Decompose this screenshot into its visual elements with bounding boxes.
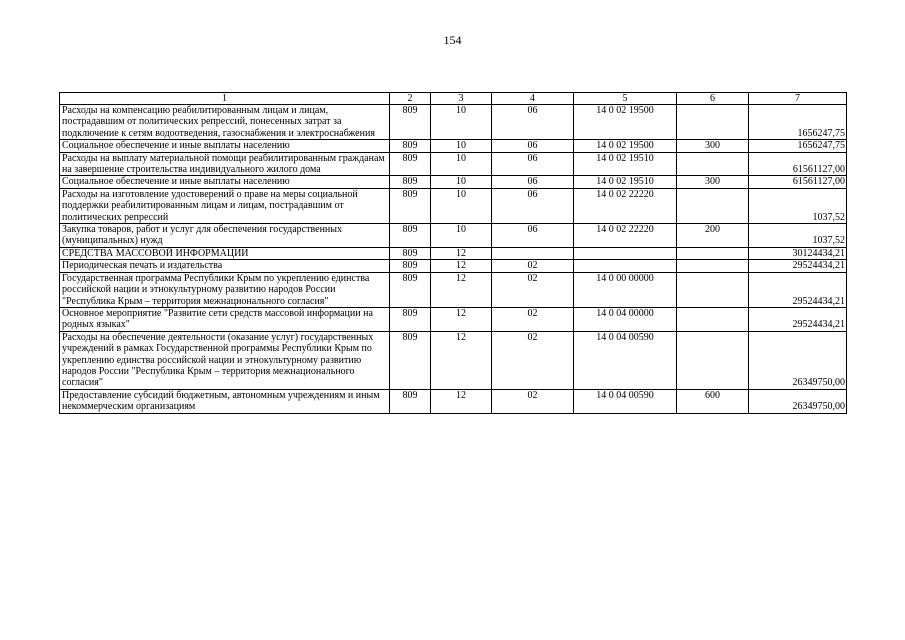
expense-type-code <box>677 152 749 176</box>
table-row <box>60 389 847 413</box>
subsection-code: 06 <box>492 224 574 248</box>
section-code: 12 <box>431 260 492 272</box>
target-article-code: 14 0 00 00000 <box>574 272 677 307</box>
subsection-code: 06 <box>492 152 574 176</box>
table-body <box>60 93 847 414</box>
expense-type-code <box>677 105 749 140</box>
section-code: 10 <box>431 224 492 248</box>
subsection-code <box>492 247 574 259</box>
item-name: Расходы на выплату материальной помощи реабилитированным гражданам на завершение строительства индивидуального жилого дома <box>60 152 390 176</box>
table-row <box>60 260 847 272</box>
item-name: Основное мероприятие "Развитие сети средств массовой информации на родных языках" <box>60 307 390 331</box>
ministry-code: 809 <box>390 105 431 140</box>
section-code: 12 <box>431 272 492 307</box>
table-row <box>60 188 847 223</box>
amount: 1037,52 <box>749 188 847 223</box>
header-cell-3: 3 <box>431 93 492 105</box>
expense-type-code <box>677 260 749 272</box>
item-name: Расходы на обеспечение деятельности (оказание услуг) государственных учреждений в рамках Государственной программы Республики Крым по укреплению единства российской нации и этнокультурному развитию народов России "Республика Крым – территория межнационального согласия" <box>60 331 390 389</box>
amount: 61561127,00 <box>749 176 847 188</box>
table-row <box>60 331 847 389</box>
subsection-code: 06 <box>492 140 574 152</box>
header-cell-1: 1 <box>60 93 390 105</box>
item-name: Расходы на компенсацию реабилитированным лицам и лицам, пострадавшим от политических репрессий, понесенных затрат за подключение к сетям водоотведения, газоснабжения и электроснабжения <box>60 105 390 140</box>
subsection-code: 02 <box>492 389 574 413</box>
header-cell-2: 2 <box>390 93 431 105</box>
table-row <box>60 224 847 248</box>
amount: 26349750,00 <box>749 331 847 389</box>
subsection-code: 02 <box>492 331 574 389</box>
section-code: 10 <box>431 140 492 152</box>
section-code: 12 <box>431 307 492 331</box>
amount: 1656247,75 <box>749 140 847 152</box>
expense-type-code <box>677 272 749 307</box>
amount: 1037,52 <box>749 224 847 248</box>
section-code: 10 <box>431 152 492 176</box>
subsection-code: 06 <box>492 105 574 140</box>
expense-type-code: 300 <box>677 176 749 188</box>
table-row <box>60 176 847 188</box>
header-cell-7: 7 <box>749 93 847 105</box>
item-name: Расходы на изготовление удостоверений о праве на меры социальной поддержки реабилитированным лицам и лицам, пострадавшим от политических репрессий <box>60 188 390 223</box>
item-name: Периодическая печать и издательства <box>60 260 390 272</box>
ministry-code: 809 <box>390 152 431 176</box>
header-row <box>60 93 847 105</box>
amount: 29524434,21 <box>749 260 847 272</box>
target-article-code: 14 0 04 00590 <box>574 331 677 389</box>
amount: 1656247,75 <box>749 105 847 140</box>
table-row <box>60 307 847 331</box>
target-article-code: 14 0 02 22220 <box>574 224 677 248</box>
amount: 29524434,21 <box>749 307 847 331</box>
table-row <box>60 105 847 140</box>
item-name: Социальное обеспечение и иные выплаты населению <box>60 176 390 188</box>
amount: 26349750,00 <box>749 389 847 413</box>
amount: 61561127,00 <box>749 152 847 176</box>
section-code: 12 <box>431 331 492 389</box>
amount: 30124434,21 <box>749 247 847 259</box>
target-article-code <box>574 247 677 259</box>
target-article-code: 14 0 02 19500 <box>574 140 677 152</box>
target-article-code: 14 0 02 19500 <box>574 105 677 140</box>
expense-type-code <box>677 331 749 389</box>
ministry-code: 809 <box>390 307 431 331</box>
target-article-code: 14 0 02 22220 <box>574 188 677 223</box>
item-name: Государственная программа Республики Крым по укреплению единства российской нации и этнокультурному развитию народов России "Республика Крым – территория межнационального согласия" <box>60 272 390 307</box>
subsection-code: 02 <box>492 307 574 331</box>
expense-type-code <box>677 188 749 223</box>
table-row <box>60 247 847 259</box>
item-name: Социальное обеспечение и иные выплаты населению <box>60 140 390 152</box>
item-name: СРЕДСТВА МАССОВОЙ ИНФОРМАЦИИ <box>60 247 390 259</box>
table-row <box>60 140 847 152</box>
expense-type-code <box>677 307 749 331</box>
amount: 29524434,21 <box>749 272 847 307</box>
section-code: 10 <box>431 176 492 188</box>
table-row <box>60 272 847 307</box>
subsection-code: 06 <box>492 188 574 223</box>
subsection-code: 02 <box>492 260 574 272</box>
header-cell-4: 4 <box>492 93 574 105</box>
ministry-code: 809 <box>390 260 431 272</box>
ministry-code: 809 <box>390 176 431 188</box>
header-cell-6: 6 <box>677 93 749 105</box>
header-cell-5: 5 <box>574 93 677 105</box>
expense-type-code: 600 <box>677 389 749 413</box>
page-number: 154 <box>443 33 462 47</box>
budget-table <box>59 92 847 414</box>
target-article-code: 14 0 02 19510 <box>574 152 677 176</box>
ministry-code: 809 <box>390 247 431 259</box>
section-code: 12 <box>431 247 492 259</box>
section-code: 10 <box>431 105 492 140</box>
target-article-code: 14 0 04 00590 <box>574 389 677 413</box>
subsection-code: 02 <box>492 272 574 307</box>
section-code: 12 <box>431 389 492 413</box>
expense-type-code <box>677 247 749 259</box>
ministry-code: 809 <box>390 188 431 223</box>
table-row <box>60 152 847 176</box>
ministry-code: 809 <box>390 140 431 152</box>
subsection-code: 06 <box>492 176 574 188</box>
item-name: Закупка товаров, работ и услуг для обеспечения государственных (муниципальных) нужд <box>60 224 390 248</box>
target-article-code: 14 0 04 00000 <box>574 307 677 331</box>
ministry-code: 809 <box>390 331 431 389</box>
ministry-code: 809 <box>390 389 431 413</box>
ministry-code: 809 <box>390 272 431 307</box>
target-article-code: 14 0 02 19510 <box>574 176 677 188</box>
section-code: 10 <box>431 188 492 223</box>
expense-type-code: 300 <box>677 140 749 152</box>
expense-type-code: 200 <box>677 224 749 248</box>
item-name: Предоставление субсидий бюджетным, автономным учреждениям и иным некоммерческим организациям <box>60 389 390 413</box>
target-article-code <box>574 260 677 272</box>
ministry-code: 809 <box>390 224 431 248</box>
